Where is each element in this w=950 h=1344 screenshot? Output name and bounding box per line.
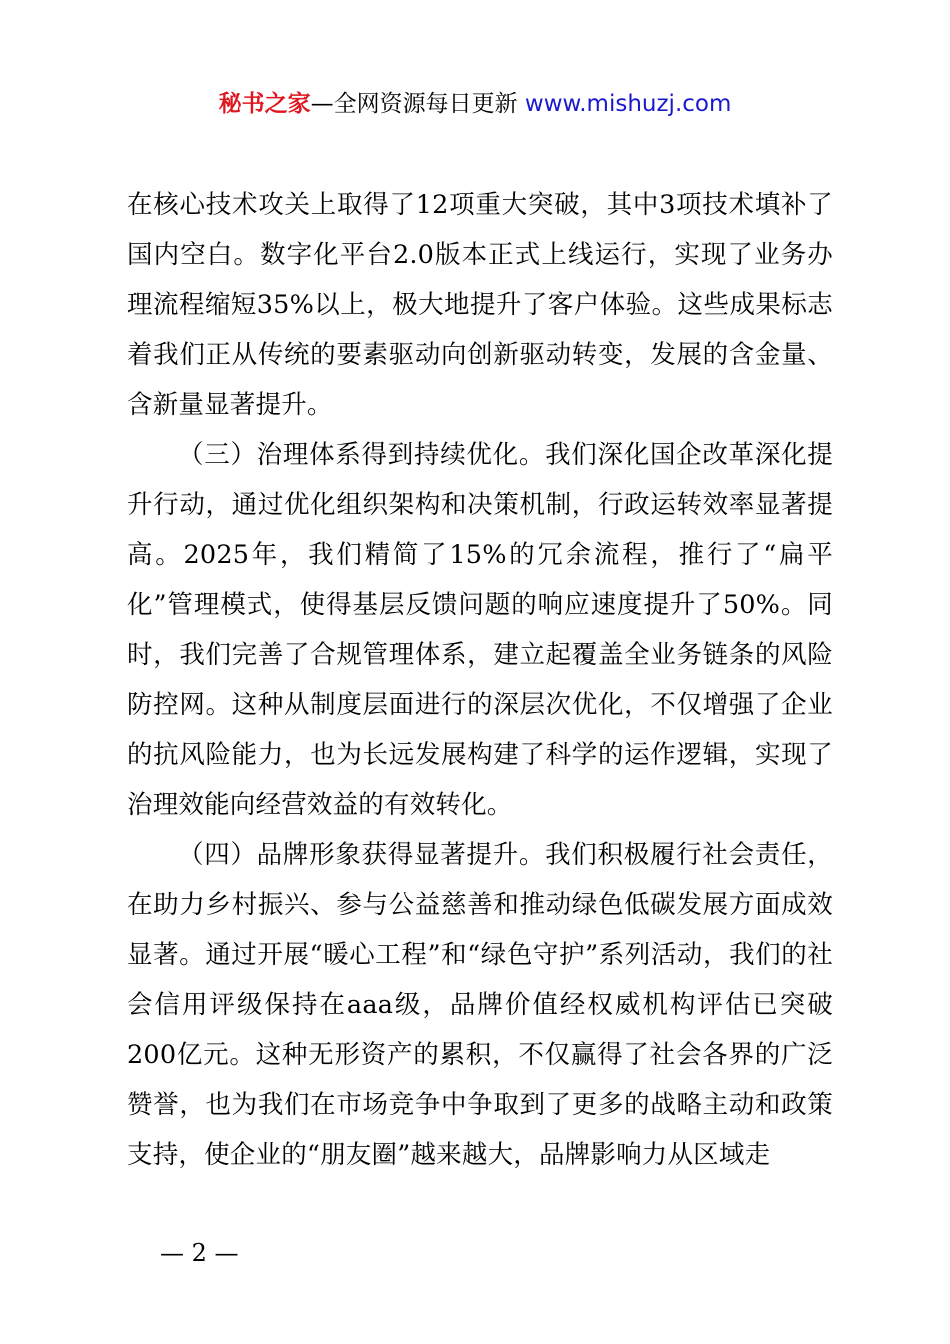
page-number: — 2 —	[160, 1239, 239, 1267]
paragraph-1: 在核心技术攻关上取得了12项重大突破，其中3项技术填补了国内空白。数字化平台2.0版本正式上线运行，实现了业务办理流程缩短35%以上，极大地提升了客户体验。这些成果标志着我们正从传统的要素驱动向创新驱动转变，发展的含金量、含新量显著提升。	[127, 190, 833, 420]
site-url-link[interactable]: www.mishuzj.com	[524, 91, 732, 117]
paragraph-section-4: （四）品牌形象获得显著提升。我们积极履行社会责任，在助力乡村振兴、参与公益慈善和推动绿色低碳发展方面成效显著。通过开展“暖心工程”和“绿色守护”系列活动，我们的社会信用评级保持在aaa级，品牌价值经权威机构评估已突破200亿元。这种无形资产的累积，不仅赢得了社会各界的广泛赞誉，也为我们在市场竞争中争取到了更多的战略主动和政策支持，使企业的“朋友圈”越来越大，品牌影响力从区域走	[127, 840, 833, 1170]
site-slogan: —全网资源每日更新	[310, 91, 525, 117]
site-header	[0, 88, 950, 120]
site-brand-name: 秘书之家	[218, 91, 311, 117]
document-body	[127, 180, 833, 1180]
paragraph-section-3: （三）治理体系得到持续优化。我们深化国企改革深化提升行动，通过优化组织架构和决策机制，行政运转效率显著提高。2025年，我们精简了15%的冗余流程，推行了“扁平化”管理模式，使得基层反馈问题的响应速度提升了50%。同时，我们完善了合规管理体系，建立起覆盖全业务链条的风险防控网。这种从制度层面进行的深层次优化，不仅增强了企业的抗风险能力，也为长远发展构建了科学的运作逻辑，实现了治理效能向经营效益的有效转化。	[127, 440, 833, 820]
